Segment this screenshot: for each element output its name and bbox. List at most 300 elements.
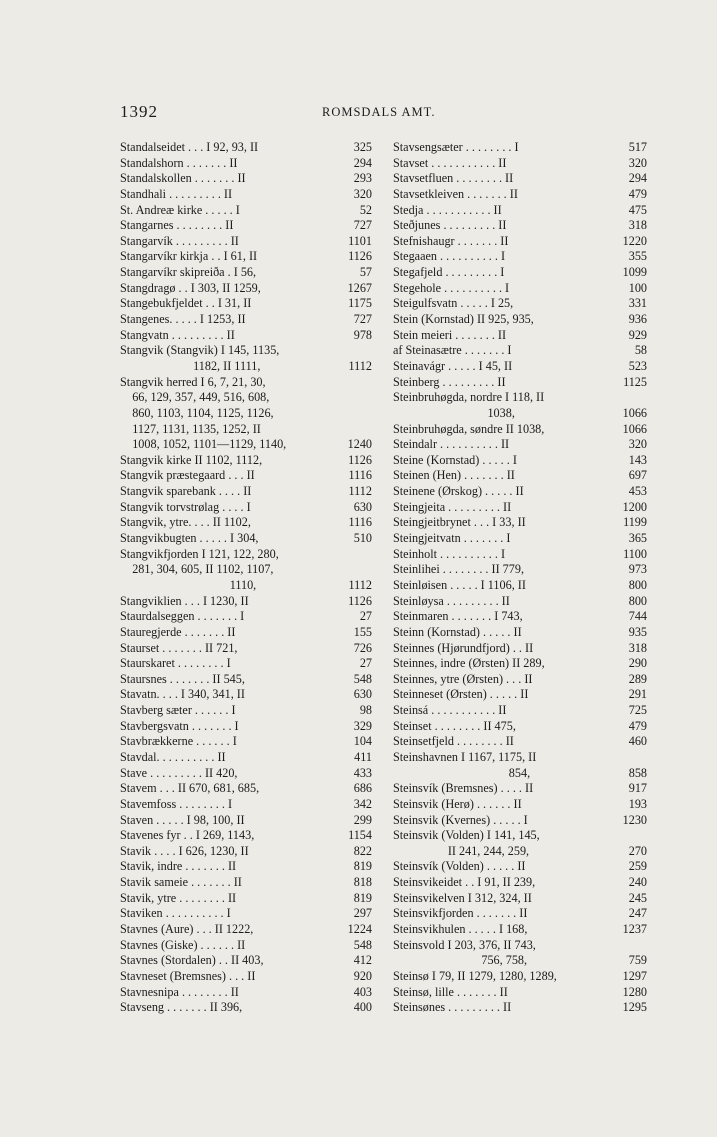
- entry-text: Standhali . . . . . . . . . II: [120, 186, 233, 201]
- index-entry: [120, 641, 372, 657]
- index-entry: [393, 766, 647, 782]
- entry-text: Steinsø I 79, II 1279, 1280, 1289,: [393, 968, 557, 983]
- entry-page: 1237: [622, 922, 647, 937]
- index-entry: [393, 437, 647, 453]
- entry-page: 57: [359, 265, 372, 280]
- index-entry: [393, 906, 647, 922]
- entry-text: Steinavágr . . . . . I 45, II: [393, 358, 513, 373]
- index-entry: [393, 343, 647, 359]
- entry-text: Stavik, ytre . . . . . . . . II: [120, 890, 237, 905]
- entry-page: 1101: [348, 233, 372, 248]
- entry-text: 1008, 1052, 1101—1129, 1140,: [120, 437, 287, 452]
- entry-page: 297: [353, 906, 372, 921]
- entry-text: af Steinasætre . . . . . . . I: [393, 343, 512, 358]
- index-entry: [120, 203, 372, 219]
- index-entry: [120, 656, 372, 672]
- entry-text: Stavenes fyr . . I 269, 1143,: [120, 828, 255, 843]
- index-entry: [393, 296, 647, 312]
- entry-text: Steinbruhøgda, nordre I 118, II: [393, 390, 545, 405]
- entry-page: [641, 390, 647, 406]
- index-entry: [120, 781, 372, 797]
- entry-text: 860, 1103, 1104, 1125, 1126,: [120, 405, 274, 420]
- entry-text: Stangarvíkr skipreiða . I 56,: [120, 265, 257, 280]
- index-entry: [393, 828, 647, 844]
- entry-text: Stavbergsvatn . . . . . . . I: [120, 718, 239, 733]
- index-entry: [393, 359, 647, 375]
- entry-page: 245: [628, 890, 647, 905]
- index-entry: [120, 265, 372, 281]
- entry-text: Stavnes (Giske) . . . . . . II: [120, 937, 246, 952]
- index-entry: [393, 672, 647, 688]
- entry-page: 759: [628, 953, 647, 968]
- entry-page: [366, 547, 372, 563]
- index-entry: [120, 797, 372, 813]
- index-entry: [120, 140, 372, 156]
- index-entry: [120, 813, 372, 829]
- entry-text: Steinen (Hen) . . . . . . . II: [393, 468, 515, 483]
- entry-text: Stangvik, ytre. . . . II 1102,: [120, 515, 251, 530]
- entry-page: [366, 390, 372, 406]
- index-column-left: [120, 140, 372, 1016]
- entry-page: 1116: [348, 515, 372, 530]
- entry-page: 935: [628, 624, 647, 639]
- entry-text: Staursnes . . . . . . . II 545,: [120, 671, 245, 686]
- entry-text: Steinn (Kornstad) . . . . . II: [393, 624, 522, 639]
- entry-page: 818: [353, 875, 372, 890]
- entry-page: [366, 406, 372, 422]
- entry-text: Stavnesnipa . . . . . . . . II: [120, 984, 239, 999]
- index-entry: [393, 797, 647, 813]
- entry-text: Steinnes, ytre (Ørsten) . . . II: [393, 671, 533, 686]
- index-entry: [120, 969, 372, 985]
- entry-page: 294: [353, 155, 372, 170]
- index-entry: [120, 375, 372, 391]
- entry-text: Stavsetkleiven . . . . . . . II: [393, 186, 518, 201]
- entry-text: 1038,: [393, 405, 515, 420]
- index-entry: [120, 187, 372, 203]
- index-entry: [120, 609, 372, 625]
- entry-page: 822: [353, 843, 372, 858]
- entry-text: Steinsvold I 203, 376, II 743,: [393, 937, 536, 952]
- entry-text: Stangvik torvstrølag . . . . I: [120, 499, 251, 514]
- entry-text: Steinsvík (Bremsnes) . . . . II: [393, 781, 534, 796]
- entry-page: 727: [353, 218, 372, 233]
- entry-text: Steinsvik (Kvernes) . . . . . I: [393, 812, 528, 827]
- entry-page: 1112: [348, 358, 372, 373]
- entry-text: Stauregjerde . . . . . . . II: [120, 624, 236, 639]
- index-entry: [120, 281, 372, 297]
- entry-text: Stangebukfjeldet . . I 31, II: [120, 296, 252, 311]
- entry-text: Steinneset (Ørsten) . . . . . II: [393, 687, 529, 702]
- index-entry: [120, 750, 372, 766]
- index-entry: [120, 734, 372, 750]
- entry-page: 858: [628, 765, 647, 780]
- entry-page: 978: [353, 327, 372, 342]
- entry-page: 929: [628, 327, 647, 342]
- entry-text: Stangarvíkr kirkja . . I 61, II: [120, 249, 258, 264]
- index-entry: [393, 390, 647, 406]
- entry-text: Standalshorn . . . . . . . II: [120, 155, 238, 170]
- entry-text: Staven . . . . . I 98, 100, II: [120, 812, 245, 827]
- index-entry: [120, 578, 372, 594]
- index-entry: [393, 468, 647, 484]
- entry-page: 1066: [622, 421, 647, 436]
- index-entry: [393, 140, 647, 156]
- entry-page: 1230: [622, 812, 647, 827]
- index-entry: [393, 719, 647, 735]
- entry-text: Stangarnes . . . . . . . . II: [120, 218, 234, 233]
- entry-page: 973: [628, 562, 647, 577]
- entry-page: [366, 562, 372, 578]
- entry-text: Stangvikbugten . . . . . I 304,: [120, 531, 259, 546]
- index-entry: [393, 985, 647, 1001]
- index-entry: [120, 891, 372, 907]
- index-entry: [120, 703, 372, 719]
- entry-page: 453: [628, 484, 647, 499]
- entry-text: Stavik, indre . . . . . . . II: [120, 859, 237, 874]
- entry-text: Steingjeitvatn . . . . . . . I: [393, 531, 511, 546]
- entry-text: Stegafjeld . . . . . . . . . I: [393, 265, 505, 280]
- entry-page: 510: [353, 531, 372, 546]
- entry-text: Steinsvik (Volden) I 141, 145,: [393, 828, 540, 843]
- index-entry: [120, 312, 372, 328]
- entry-page: 400: [353, 1000, 372, 1015]
- entry-page: 58: [634, 343, 647, 358]
- entry-text: Steinsvik (Herø) . . . . . . II: [393, 796, 522, 811]
- index-entry: [393, 249, 647, 265]
- index-entry: [393, 625, 647, 641]
- index-entry: [120, 672, 372, 688]
- index-entry: [120, 1000, 372, 1016]
- index-entry: [120, 359, 372, 375]
- index-entry: [120, 171, 372, 187]
- entry-page: 936: [628, 312, 647, 327]
- entry-text: 756, 758,: [393, 953, 528, 968]
- index-entry: [393, 594, 647, 610]
- entry-text: Stangvikfjorden I 121, 122, 280,: [120, 546, 279, 561]
- entry-text: Steigulfsvatn . . . . . I 25,: [393, 296, 514, 311]
- index-entry: [393, 312, 647, 328]
- entry-text: Stavsetfluen . . . . . . . . II: [393, 171, 514, 186]
- entry-text: Steinbruhøgda, søndre II 1038,: [393, 421, 545, 436]
- entry-page: 1126: [348, 249, 372, 264]
- index-entry: [393, 156, 647, 172]
- index-entry: [393, 687, 647, 703]
- index-entry: [120, 343, 372, 359]
- index-entry: [393, 375, 647, 391]
- entry-page: [641, 828, 647, 844]
- entry-page: 800: [628, 577, 647, 592]
- entry-text: Stangdragø . . I 303, II 1259,: [120, 280, 261, 295]
- entry-text: Stangvatn . . . . . . . . . II: [120, 327, 235, 342]
- entry-page: 52: [359, 202, 372, 217]
- entry-page: 697: [628, 468, 647, 483]
- entry-text: St. Andreæ kirke . . . . . I: [120, 202, 240, 217]
- entry-page: 27: [359, 656, 372, 671]
- index-entry: [120, 859, 372, 875]
- entry-page: 1224: [347, 922, 372, 937]
- entry-page: 819: [353, 859, 372, 874]
- entry-text: Stavatn. . . . I 340, 341, II: [120, 687, 245, 702]
- index-entry: [393, 218, 647, 234]
- entry-text: II 241, 244, 259,: [393, 843, 530, 858]
- entry-page: 294: [628, 171, 647, 186]
- entry-page: [641, 938, 647, 954]
- entry-text: Steinløysa . . . . . . . . . II: [393, 593, 510, 608]
- entry-text: Steindalr . . . . . . . . . . II: [393, 437, 510, 452]
- index-entry: [120, 218, 372, 234]
- entry-page: 143: [628, 452, 647, 467]
- entry-page: 320: [353, 186, 372, 201]
- index-entry: [393, 500, 647, 516]
- entry-text: Stavberg sæter . . . . . . I: [120, 703, 236, 718]
- index-entry: [393, 938, 647, 954]
- entry-text: 1182, II 1111,: [120, 358, 261, 373]
- entry-text: Steinset . . . . . . . . II 475,: [393, 718, 516, 733]
- index-entry: [393, 484, 647, 500]
- entry-text: Stavik . . . . I 626, 1230, II: [120, 843, 249, 858]
- entry-text: Stavdal. . . . . . . . . . II: [120, 749, 226, 764]
- index-entry: [120, 953, 372, 969]
- entry-text: Stavset . . . . . . . . . . . II: [393, 155, 507, 170]
- entry-text: Stefnishaugr . . . . . . . II: [393, 233, 509, 248]
- entry-page: 1112: [348, 484, 372, 499]
- entry-page: 270: [628, 843, 647, 858]
- index-entry: [393, 265, 647, 281]
- entry-text: Stangvik (Stangvik) I 145, 1135,: [120, 343, 280, 358]
- entry-text: 1127, 1131, 1135, 1252, II: [120, 421, 261, 436]
- entry-text: 854,: [393, 765, 531, 780]
- entry-page: 1066: [622, 405, 647, 420]
- index-entry: [393, 281, 647, 297]
- entry-text: Stein (Kornstad) II 925, 935,: [393, 312, 534, 327]
- index-entry: [393, 969, 647, 985]
- index-entry: [393, 656, 647, 672]
- entry-text: Steinsønes . . . . . . . . . II: [393, 1000, 512, 1015]
- entry-page: 819: [353, 890, 372, 905]
- entry-page: 686: [353, 781, 372, 796]
- index-entry: [393, 187, 647, 203]
- index-entry: [393, 859, 647, 875]
- entry-page: 318: [628, 640, 647, 655]
- index-entry: [120, 562, 372, 578]
- entry-text: Stavsengsæter . . . . . . . . I: [393, 140, 519, 154]
- entry-page: 318: [628, 218, 647, 233]
- entry-text: Standalseidet . . . I 92, 93, II: [120, 140, 259, 154]
- entry-page: 1295: [622, 1000, 647, 1015]
- entry-text: Stangvik præstegaard . . . II: [120, 468, 255, 483]
- entry-page: 1126: [348, 452, 372, 467]
- index-entry: [393, 328, 647, 344]
- index-entry: [393, 813, 647, 829]
- entry-text: 281, 304, 605, II 1102, 1107,: [120, 562, 274, 577]
- index-entry: [120, 296, 372, 312]
- entry-text: Steinløisen . . . . . I 1106, II: [393, 577, 526, 592]
- entry-text: 66, 129, 357, 449, 516, 608,: [120, 390, 270, 405]
- entry-page: 920: [353, 968, 372, 983]
- entry-text: Stavseng . . . . . . . II 396,: [120, 1000, 243, 1015]
- index-entry: [120, 531, 372, 547]
- entry-page: 247: [628, 906, 647, 921]
- index-entry: [120, 249, 372, 265]
- index-entry: [120, 515, 372, 531]
- entry-page: 744: [628, 609, 647, 624]
- entry-text: Steinmaren . . . . . . . I 743,: [393, 609, 523, 624]
- entry-text: Stegaaen . . . . . . . . . . I: [393, 249, 506, 264]
- entry-page: 365: [628, 531, 647, 546]
- entry-page: 1175: [348, 296, 372, 311]
- index-entry: [120, 594, 372, 610]
- entry-text: Staurskaret . . . . . . . . I: [120, 656, 231, 671]
- entry-text: Stavem . . . II 670, 681, 685,: [120, 781, 260, 796]
- index-entry: [393, 515, 647, 531]
- entry-page: 1116: [348, 468, 372, 483]
- entry-page: 630: [353, 687, 372, 702]
- entry-page: 1126: [348, 593, 372, 608]
- entry-page: [366, 422, 372, 438]
- index-entry: [120, 844, 372, 860]
- entry-page: 155: [353, 624, 372, 639]
- entry-text: Stavnes (Aure) . . . II 1222,: [120, 922, 254, 937]
- index-entry: [120, 906, 372, 922]
- index-entry: [120, 156, 372, 172]
- index-entry: [393, 578, 647, 594]
- index-entry: [393, 781, 647, 797]
- entry-text: Stangarvík . . . . . . . . . II: [120, 233, 239, 248]
- index-entry: [393, 422, 647, 438]
- entry-text: Stangenes. . . . . I 1253, II: [120, 312, 246, 327]
- entry-page: 725: [628, 703, 647, 718]
- entry-text: Steinsvikelven I 312, 324, II: [393, 890, 532, 905]
- index-entry: [393, 453, 647, 469]
- entry-page: 329: [353, 718, 372, 733]
- entry-text: Steinsvikhulen . . . . . I 168,: [393, 922, 528, 937]
- entry-page: 403: [353, 984, 372, 999]
- entry-page: 479: [628, 186, 647, 201]
- index-entry: [120, 468, 372, 484]
- entry-page: 299: [353, 812, 372, 827]
- entry-text: Stein meieri . . . . . . . II: [393, 327, 507, 342]
- entry-page: 289: [628, 671, 647, 686]
- entry-text: 1110,: [120, 577, 257, 592]
- entry-page: 342: [353, 796, 372, 811]
- entry-text: Steinshavnen I 1167, 1175, II: [393, 749, 537, 764]
- index-entry: [393, 844, 647, 860]
- index-entry: [120, 922, 372, 938]
- entry-page: 100: [628, 280, 647, 295]
- entry-text: Steinsø, lille . . . . . . . II: [393, 984, 508, 999]
- entry-page: 1099: [622, 265, 647, 280]
- entry-page: 630: [353, 499, 372, 514]
- entry-page: [641, 750, 647, 766]
- entry-text: Steinnes, indre (Ørsten) II 289,: [393, 656, 545, 671]
- entry-page: 1154: [348, 828, 372, 843]
- entry-page: 1100: [623, 546, 647, 561]
- index-entry: [120, 453, 372, 469]
- entry-page: 27: [359, 609, 372, 624]
- entry-text: Stavemfoss . . . . . . . . I: [120, 796, 233, 811]
- entry-text: Steingjeita . . . . . . . . . II: [393, 499, 512, 514]
- entry-page: 1200: [622, 499, 647, 514]
- entry-text: Stangvik kirke II 1102, 1112,: [120, 452, 263, 467]
- index-entry: [120, 484, 372, 500]
- index-entry: [393, 734, 647, 750]
- entry-page: 291: [628, 687, 647, 702]
- entry-text: Stedja . . . . . . . . . . . II: [393, 202, 502, 217]
- entry-page: 1112: [348, 577, 372, 592]
- entry-text: Staurdalseggen . . . . . . . I: [120, 609, 245, 624]
- entry-page: 193: [628, 796, 647, 811]
- entry-text: Steinsvikfjorden . . . . . . . II: [393, 906, 528, 921]
- entry-page: 460: [628, 734, 647, 749]
- index-entry: [393, 750, 647, 766]
- index-entry: [393, 891, 647, 907]
- index-entry: [120, 500, 372, 516]
- entry-page: 479: [628, 718, 647, 733]
- entry-page: 320: [628, 155, 647, 170]
- entry-text: Steinsvík (Volden) . . . . . II: [393, 859, 526, 874]
- entry-text: Steinsá . . . . . . . . . . . II: [393, 703, 507, 718]
- index-entry: [120, 234, 372, 250]
- entry-page: 548: [353, 937, 372, 952]
- entry-page: 726: [353, 640, 372, 655]
- entry-page: 1199: [623, 515, 647, 530]
- index-column-right: [393, 140, 647, 1016]
- entry-page: 331: [628, 296, 647, 311]
- index-entry: [120, 625, 372, 641]
- index-entry: [120, 406, 372, 422]
- entry-text: Staurset . . . . . . . II 721,: [120, 640, 238, 655]
- entry-text: Steingjeitbrynet . . . I 33, II: [393, 515, 526, 530]
- index-entry: [393, 875, 647, 891]
- entry-text: Stangviklien . . . I 1230, II: [120, 593, 249, 608]
- entry-text: Steinsvikeidet . . I 91, II 239,: [393, 875, 536, 890]
- index-entry: [120, 985, 372, 1001]
- entry-text: Stangvik herred I 6, 7, 21, 30,: [120, 374, 266, 389]
- index-entry: [120, 390, 372, 406]
- index-entry: [393, 641, 647, 657]
- page-number: 1392: [120, 102, 158, 121]
- entry-text: Steinsetfjeld . . . . . . . . II: [393, 734, 514, 749]
- index-entry: [393, 922, 647, 938]
- entry-page: 523: [628, 358, 647, 373]
- entry-text: Stegehole . . . . . . . . . . I: [393, 280, 510, 295]
- entry-page: 1125: [623, 374, 647, 389]
- index-entry: [120, 828, 372, 844]
- index-entry: [120, 437, 372, 453]
- index-entry: [120, 938, 372, 954]
- entry-page: 240: [628, 875, 647, 890]
- entry-page: 800: [628, 593, 647, 608]
- entry-page: 104: [353, 734, 372, 749]
- index-entry: [393, 1000, 647, 1016]
- entry-page: 1280: [622, 984, 647, 999]
- entry-page: 917: [628, 781, 647, 796]
- entry-page: 548: [353, 671, 372, 686]
- entry-page: 411: [354, 749, 372, 764]
- entry-page: 517: [628, 140, 647, 154]
- entry-text: Standalskollen . . . . . . . II: [120, 171, 246, 186]
- index-entry: [393, 203, 647, 219]
- entry-text: Steinholt . . . . . . . . . . I: [393, 546, 506, 561]
- entry-page: 98: [359, 703, 372, 718]
- index-entry: [393, 703, 647, 719]
- index-entry: [393, 234, 647, 250]
- entry-page: 1240: [347, 437, 372, 452]
- entry-text: Stavneset (Bremsnes) . . . II: [120, 968, 256, 983]
- entry-text: Steinene (Ørskog) . . . . . II: [393, 484, 524, 499]
- index-entry: [393, 953, 647, 969]
